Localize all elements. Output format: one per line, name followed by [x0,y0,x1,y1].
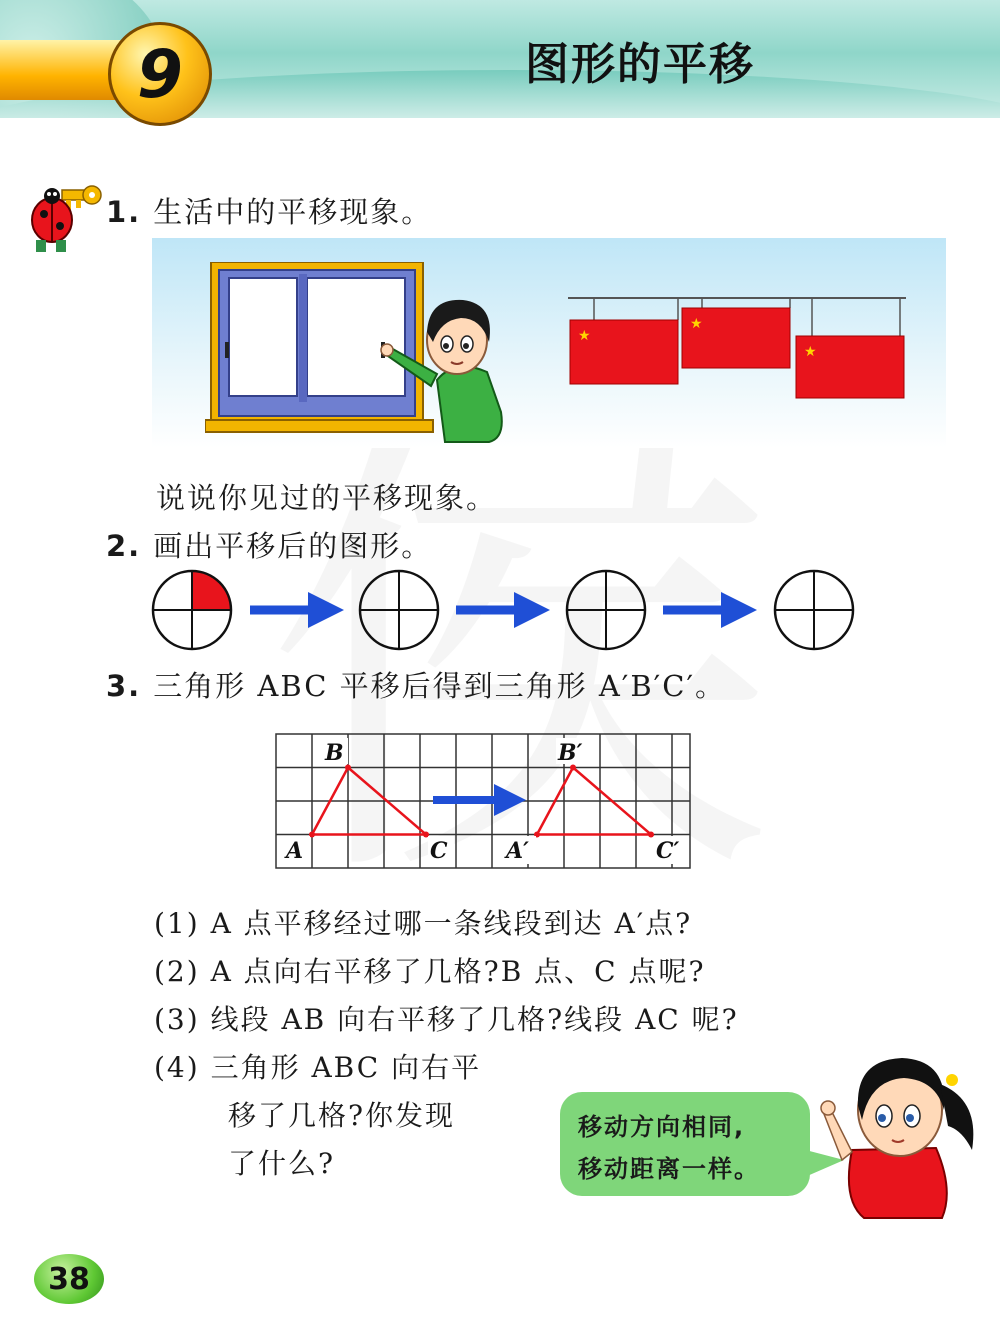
label-b: B [325,740,344,766]
triangle-translation-grid [270,728,696,874]
question-1 [106,190,432,231]
label-a-prime: A′ [506,838,529,864]
sub-question-4-line-2: 移了几格?你发现 [228,1099,456,1132]
question-2 [106,524,432,565]
ladybug-key-icon [22,180,102,260]
circle-with-shaded-quarter [153,571,231,649]
sub-question-4-line-3: 了什么? [228,1147,336,1180]
question-3-text: 三角形 ABC 平移后得到三角形 A′B′C′。 [153,669,727,703]
sub-question-3: (3) 线段 AB 向右平移了几格?线段 AC 呢? [154,1003,739,1036]
question-1-number: 1. [106,195,142,229]
empty-circle-2 [360,571,438,649]
speech-bubble [560,1092,810,1196]
empty-circle-3 [567,571,645,649]
question-1-prompt: 说说你见过的平移现象。 [156,481,498,515]
sub-question-1: (1) A 点平移经过哪一条线段到达 A′点? [154,907,693,940]
label-c-prime: C′ [656,838,680,864]
quartered-circles-row [140,565,870,655]
question-1-text: 生活中的平移现象。 [153,195,433,229]
label-b-prime: B′ [558,740,583,766]
sub-question-2: (2) A 点向右平移了几格?B 点、C 点呢? [154,955,706,988]
page-title: 图形的平移 [525,39,755,90]
speech-bubble-line-1: 移动方向相同, [578,1113,746,1141]
svg-text:★: ★ [804,344,817,360]
sliding-window-illustration [205,262,505,444]
empty-circle-4 [775,571,853,649]
question-3 [106,664,726,705]
svg-text:★: ★ [690,316,703,332]
lesson-number-badge: 9 [108,22,212,126]
question-2-number: 2. [106,529,142,563]
flags-on-wire-illustration [562,290,912,402]
sub-question-4-line-1: (4) 三角形 ABC 向右平 [154,1051,482,1084]
page-number: 38 [34,1254,104,1304]
question-3-number: 3. [106,669,142,703]
label-a: A [286,838,304,864]
girl-illustration [812,1040,988,1220]
speech-bubble-line-2: 移动距离一样。 [578,1155,760,1183]
svg-text:★: ★ [578,328,591,344]
question-2-text: 画出平移后的图形。 [153,529,433,563]
label-c: C [430,838,448,864]
